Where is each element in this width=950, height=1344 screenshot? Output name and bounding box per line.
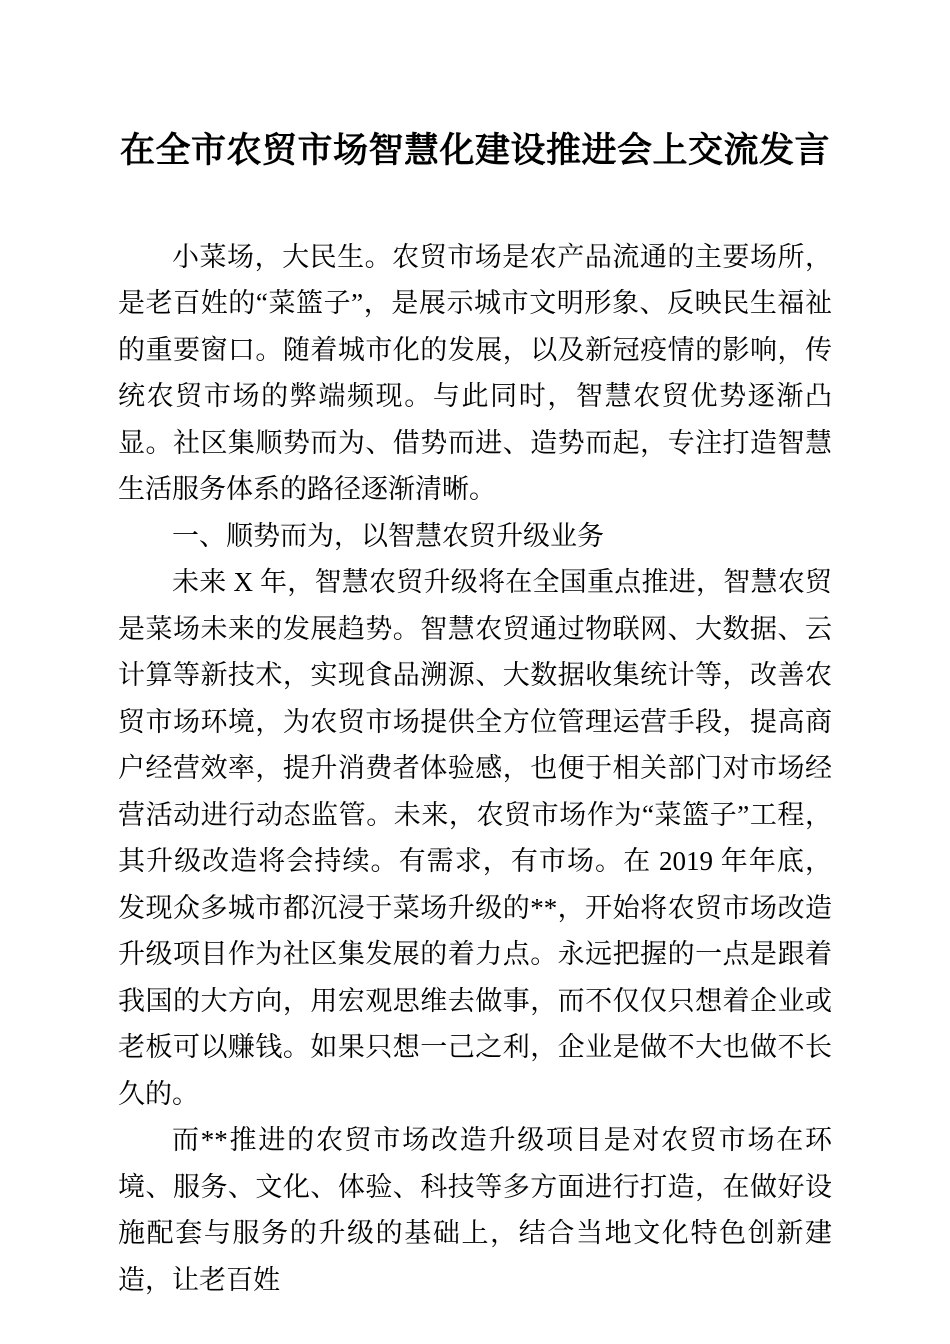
section-heading-1: 一、顺势而为，以智慧农贸升级业务 <box>172 520 604 551</box>
paragraph-intro: 小菜场，大民生。农贸市场是农产品流通的主要场所，是老百姓的“菜篮子”，是展示城市文明形象、反映民生福祉的重要窗口。随着城市化的发展，以及新冠疫情的影响，传统农贸市场的弊端频现。与此同时，智慧农贸优势逐渐凸显。社区集顺势而为、借势而进、造势而起，专注打造智慧生活服务体系的路径逐渐清晰。 <box>118 241 832 504</box>
document-title: 在全市农贸市场智慧化建设推进会上交流发言 <box>119 131 830 170</box>
paragraph-section1-body: 未来 X 年，智慧农贸升级将在全国重点推进，智慧农贸是菜场未来的发展趋势。智慧农贸通过物联网、大数据、云计算等新技术，实现食品溯源、大数据收集统计等，改善农贸市场环境，为农贸市场提供全方位管理运营手段，提高商户经营效率，提升消费者体验感，也便于相关部门对市场经营活动进行动态监管。未来，农贸市场作为“菜篮子”工程，其升级改造将会持续。有需求，有市场。在 2019 年年底，发现众多城市都沉浸于菜场升级的**，开始将农贸市场改造升级项目作为社区集发展的着力点。永远把握的一点是跟着我国的大方向，用宏观思维去做事，而不仅仅只想着企业或老板可以赚钱。如果只想一己之利，企业是做不大也做不长久的。 <box>118 567 832 1109</box>
paragraph-section1-body-2: 而**推进的农贸市场改造升级项目是对农贸市场在环境、服务、文化、体验、科技等多方面进行打造，在做好设施配套与服务的升级的基础上，结合当地文化特色创新建造，让老百姓 <box>118 1125 832 1295</box>
